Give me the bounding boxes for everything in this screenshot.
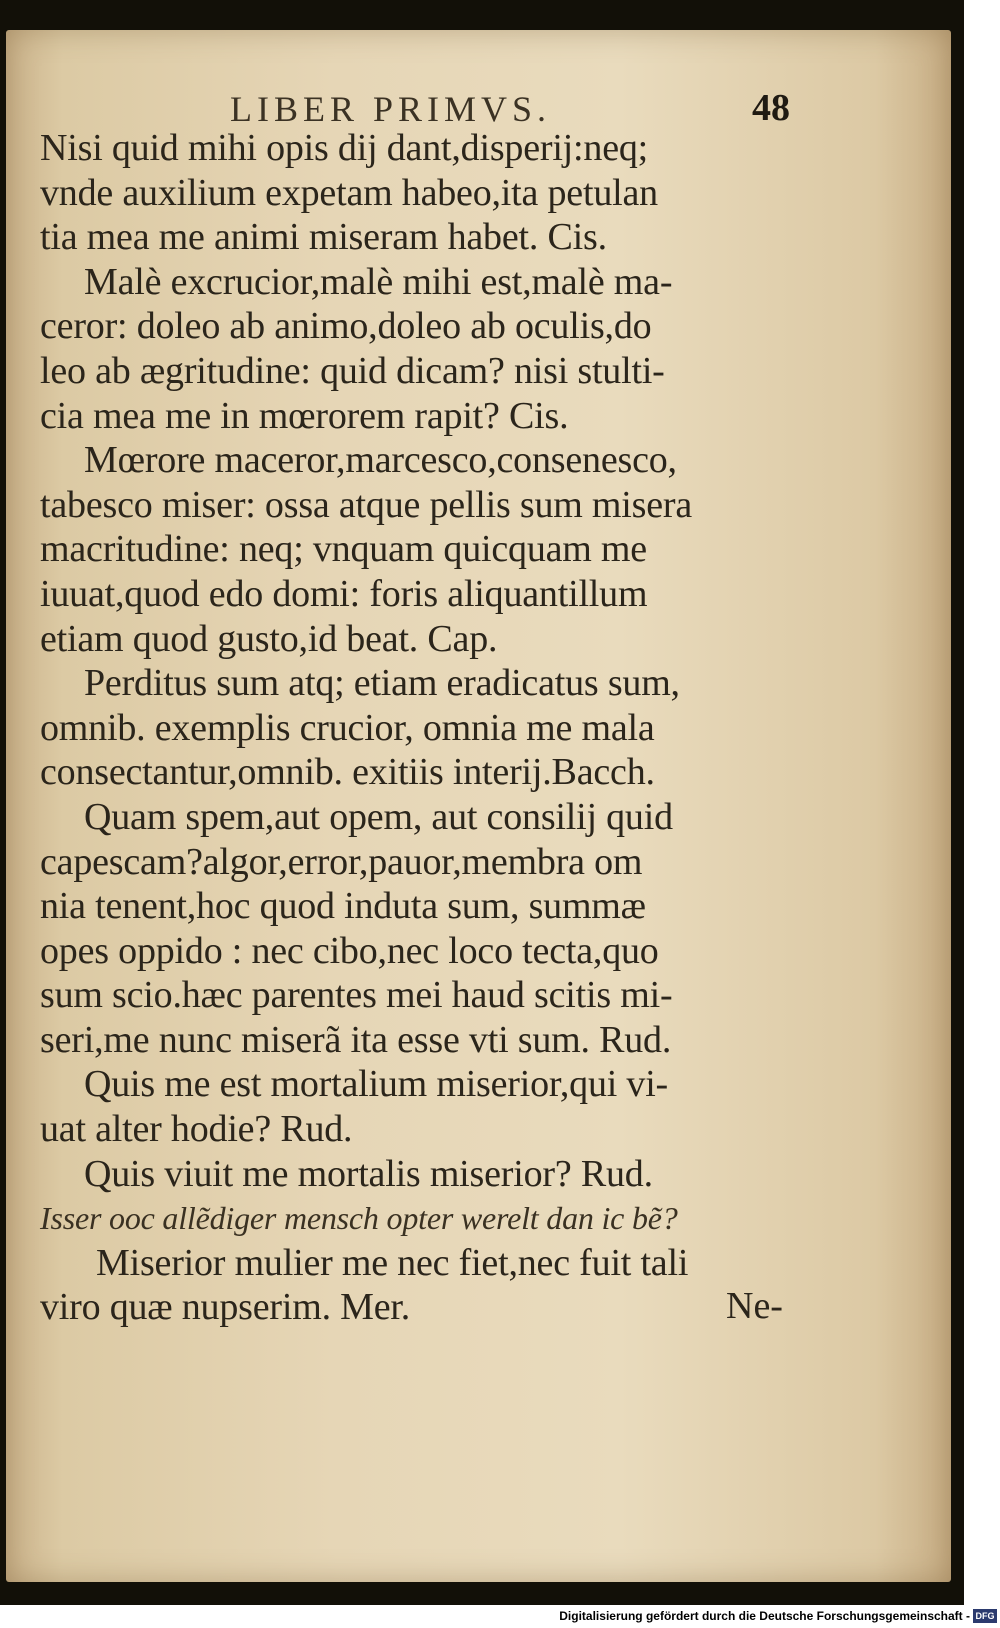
text-line: seri,me nunc miserã ita esse vti sum. Rud. bbox=[40, 1018, 672, 1061]
text-line: tia mea me animi miseram habet. Cis. bbox=[40, 216, 607, 259]
catchword: Ne- bbox=[726, 1285, 783, 1327]
dfg-logo-icon: DFG bbox=[973, 1609, 997, 1623]
text-line: sum scio.hæc parentes mei haud scitis mi- bbox=[40, 974, 673, 1017]
text-line: tabesco miser: ossa atque pellis sum misera bbox=[40, 483, 693, 526]
text-line: leo ab ægritudine: quid dicam? nisi stulti- bbox=[40, 349, 665, 392]
text-line: Mœrore maceror,marcesco,consenesco, bbox=[84, 439, 677, 482]
footer-bar bbox=[0, 1605, 1000, 1628]
text-line: nia tenent,hoc quod induta sum, summæ bbox=[40, 885, 646, 928]
text-line: Malè excrucior,malè mihi est,malè ma- bbox=[84, 260, 673, 303]
text-line: viro quæ nupserim. Mer. bbox=[40, 1286, 411, 1329]
body-text bbox=[40, 126, 800, 1330]
funding-credit: Digitalisierung gefördert durch die Deutsche Forschungsgemeinschaft - bbox=[559, 1609, 970, 1623]
text-line: Quis viuit me mortalis miserior? Rud. bbox=[84, 1152, 653, 1195]
text-line: Quam spem,aut opem, aut consilij quid bbox=[84, 795, 673, 838]
text-line: macritudine: neq; vnquam quicquam me bbox=[40, 528, 647, 571]
text-line: etiam quod gusto,id beat. Cap. bbox=[40, 617, 498, 660]
text-line: iuuat,quod edo domi: foris aliquantillum bbox=[40, 572, 648, 615]
running-head: LIBER PRIMVS. bbox=[230, 89, 552, 129]
text-line: vnde auxilium expetam habeo,ita petulan bbox=[40, 171, 658, 214]
text-line: Nisi quid mihi opis dij dant,disperij:neq; bbox=[40, 127, 649, 169]
text-line: Miserior mulier me nec fiet,nec fuit tali bbox=[96, 1241, 689, 1284]
text-line: consectantur,omnib. exitiis interij.Bacch. bbox=[40, 751, 655, 794]
text-line: cia mea me in mœrorem rapit? Cis. bbox=[40, 394, 569, 437]
text-line: capescam?algor,error,pauor,membra om bbox=[40, 840, 643, 883]
page-number: 48 bbox=[752, 87, 790, 129]
text-line: Quis me est mortalium miserior,qui vi- bbox=[84, 1063, 669, 1106]
text-line: ceror: doleo ab animo,doleo ab oculis,do bbox=[40, 305, 652, 348]
text-line: uat alter hodie? Rud. bbox=[40, 1108, 353, 1151]
dutch-translation-line: Isser ooc allẽdiger mensch opter werelt dan ic bẽ? bbox=[40, 1200, 678, 1237]
text-line: opes oppido : nec cibo,nec loco tecta,quo bbox=[40, 929, 659, 972]
text-line: omnib. exemplis crucior, omnia me mala bbox=[40, 706, 655, 749]
text-line: Perditus sum atq; etiam eradicatus sum, bbox=[84, 662, 680, 705]
